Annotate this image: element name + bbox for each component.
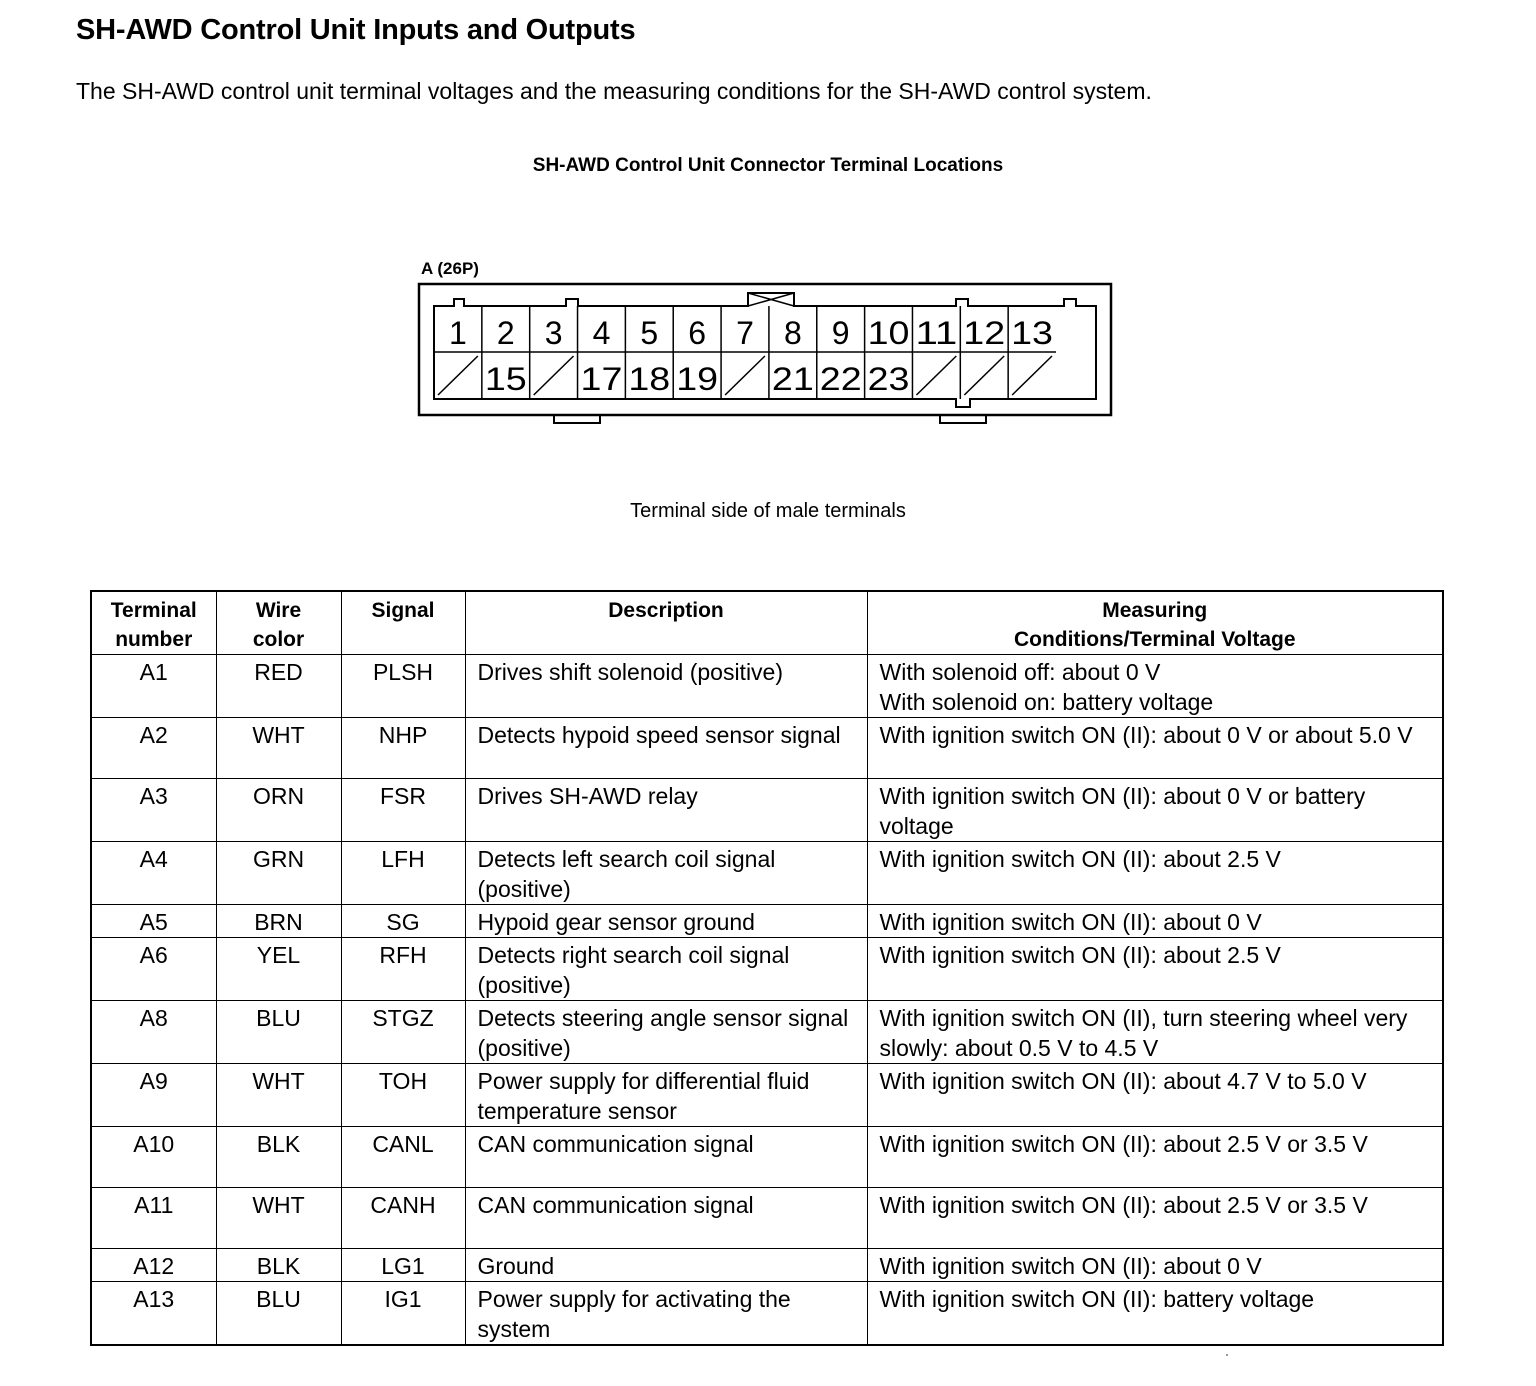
cell-wire-color: WHT — [216, 1064, 341, 1127]
empty-cavity-slash — [534, 356, 574, 395]
cell-signal: LG1 — [341, 1249, 465, 1282]
measuring-line: With ignition switch ON (II), turn steering wheel very slowly: about 0.5 V to 4.5 V — [879, 1005, 1408, 1061]
pin-label: 21 — [771, 361, 814, 397]
pin-label: 18 — [628, 361, 671, 397]
pin-grid — [434, 306, 1056, 399]
cell-description: CAN communication signal — [465, 1188, 867, 1249]
table-row — [91, 842, 1443, 905]
terminal-table — [90, 590, 1444, 1346]
cell-wire-color: WHT — [216, 718, 341, 779]
cell-terminal: A12 — [91, 1249, 216, 1282]
cell-terminal: A6 — [91, 938, 216, 1001]
speck — [1226, 1354, 1228, 1356]
cell-wire-color: GRN — [216, 842, 341, 905]
header-wire-color: Wire color — [216, 591, 341, 655]
measuring-line: With ignition switch ON (II): about 4.7 V to 5.0 V — [879, 1068, 1367, 1094]
cell-signal: NHP — [341, 718, 465, 779]
pin-label: 1 — [449, 315, 467, 351]
cell-measuring — [867, 1188, 1443, 1249]
table-row — [91, 1188, 1443, 1249]
cell-description: Ground — [465, 1249, 867, 1282]
cell-measuring — [867, 1249, 1443, 1282]
cell-terminal: A8 — [91, 1001, 216, 1064]
cell-terminal: A4 — [91, 842, 216, 905]
cell-wire-color: BLK — [216, 1127, 341, 1188]
page-title: SH-AWD Control Unit Inputs and Outputs — [76, 14, 636, 46]
pin-label: 11 — [915, 315, 958, 351]
cell-wire-color: BRN — [216, 905, 341, 938]
cell-description: Detects right search coil signal (positive) — [465, 938, 867, 1001]
table-header-row — [91, 591, 1443, 655]
table-row — [91, 718, 1443, 779]
table-row — [91, 655, 1443, 718]
cell-terminal: A13 — [91, 1282, 216, 1346]
table-row — [91, 1064, 1443, 1127]
measuring-line: With solenoid off: about 0 V — [879, 659, 1161, 685]
cell-measuring — [867, 779, 1443, 842]
header-terminal-number: Terminal number — [91, 591, 216, 655]
cell-wire-color: YEL — [216, 938, 341, 1001]
cell-description: Power supply for differential fluid temperature sensor — [465, 1064, 867, 1127]
empty-cavity-slash — [725, 356, 765, 395]
measuring-line: With ignition switch ON (II): about 0 V — [879, 909, 1262, 935]
cell-wire-color: BLU — [216, 1001, 341, 1064]
empty-cavity-slash — [916, 356, 956, 395]
empty-cavity-slash — [438, 356, 478, 395]
header-measuring: Measuring Conditions/Terminal Voltage — [867, 591, 1443, 655]
cell-wire-color: RED — [216, 655, 341, 718]
table-row — [91, 905, 1443, 938]
cell-signal: IG1 — [341, 1282, 465, 1346]
cell-description: Hypoid gear sensor ground — [465, 905, 867, 938]
cell-description: Detects hypoid speed sensor signal — [465, 718, 867, 779]
cell-measuring — [867, 1282, 1443, 1346]
cell-signal: FSR — [341, 779, 465, 842]
diagram-caption: Terminal side of male terminals — [630, 500, 906, 522]
measuring-line: With ignition switch ON (II): about 2.5 V — [879, 846, 1281, 872]
connector-label: A (26P) — [421, 259, 479, 278]
pin-label: 8 — [783, 315, 802, 351]
table-body — [91, 655, 1443, 1346]
table-row — [91, 1249, 1443, 1282]
cell-wire-color: BLK — [216, 1249, 341, 1282]
cell-measuring — [867, 842, 1443, 905]
pin-label: 13 — [1011, 315, 1053, 351]
cell-measuring — [867, 1001, 1443, 1064]
cell-wire-color: ORN — [216, 779, 341, 842]
measuring-line: With ignition switch ON (II): about 2.5 V or 3.5 V — [879, 1192, 1368, 1218]
measuring-line: With ignition switch ON (II): about 2.5 V or 3.5 V — [879, 1131, 1368, 1157]
cell-description: Drives SH-AWD relay — [465, 779, 867, 842]
cell-signal: CANH — [341, 1188, 465, 1249]
pin-label: 7 — [736, 315, 754, 351]
cell-signal: LFH — [341, 842, 465, 905]
table-row — [91, 1127, 1443, 1188]
table-row — [91, 779, 1443, 842]
cell-description: Power supply for activating the system — [465, 1282, 867, 1346]
cell-terminal: A10 — [91, 1127, 216, 1188]
pin-label: 23 — [867, 361, 910, 397]
cell-signal: STGZ — [341, 1001, 465, 1064]
pin-label: 5 — [640, 315, 659, 351]
cell-description: CAN communication signal — [465, 1127, 867, 1188]
table-row — [91, 1001, 1443, 1064]
pin-label: 10 — [867, 315, 910, 351]
pin-label: 19 — [676, 361, 719, 397]
measuring-line: With solenoid on: battery voltage — [879, 689, 1214, 715]
measuring-line: With ignition switch ON (II): about 0 V or battery voltage — [879, 783, 1366, 839]
cell-description: Detects left search coil signal (positive) — [465, 842, 867, 905]
cell-signal: SG — [341, 905, 465, 938]
table-row — [91, 1282, 1443, 1346]
header-signal: Signal — [341, 591, 465, 655]
cell-description: Detects steering angle sensor signal (positive) — [465, 1001, 867, 1064]
intro-text: The SH-AWD control unit terminal voltages and the measuring conditions for the SH-AWD control system. — [76, 78, 1152, 104]
cell-signal: RFH — [341, 938, 465, 1001]
cell-terminal: A2 — [91, 718, 216, 779]
pin-label: 17 — [580, 361, 623, 397]
pin-label: 4 — [592, 315, 611, 351]
cell-wire-color: BLU — [216, 1282, 341, 1346]
cell-measuring — [867, 655, 1443, 718]
cell-measuring — [867, 718, 1443, 779]
cell-signal: TOH — [341, 1064, 465, 1127]
connector-diagram — [400, 275, 1120, 430]
pin-label: 2 — [496, 315, 515, 351]
empty-cavity-slash — [1012, 356, 1052, 395]
measuring-line: With ignition switch ON (II): battery voltage — [879, 1286, 1315, 1312]
cell-description: Drives shift solenoid (positive) — [465, 655, 867, 718]
cell-terminal: A5 — [91, 905, 216, 938]
cell-measuring — [867, 1064, 1443, 1127]
measuring-line: With ignition switch ON (II): about 2.5 V — [879, 942, 1281, 968]
pin-label: 15 — [484, 361, 527, 397]
pin-label: 12 — [963, 315, 1006, 351]
cell-terminal: A9 — [91, 1064, 216, 1127]
empty-cavity-slash — [964, 356, 1004, 395]
pin-label: 9 — [831, 315, 850, 351]
cell-measuring — [867, 938, 1443, 1001]
pin-label: 22 — [819, 361, 862, 397]
header-description: Description — [465, 591, 867, 655]
table-row — [91, 938, 1443, 1001]
diagram-title: SH-AWD Control Unit Connector Terminal Locations — [532, 155, 1004, 176]
cell-wire-color: WHT — [216, 1188, 341, 1249]
cell-signal: PLSH — [341, 655, 465, 718]
cell-signal: CANL — [341, 1127, 465, 1188]
measuring-line: With ignition switch ON (II): about 0 V or about 5.0 V — [879, 722, 1413, 748]
pin-label: 6 — [688, 315, 707, 351]
cell-measuring — [867, 905, 1443, 938]
cell-terminal: A11 — [91, 1188, 216, 1249]
cell-measuring — [867, 1127, 1443, 1188]
pin-label: 3 — [544, 315, 563, 351]
cell-terminal: A1 — [91, 655, 216, 718]
cell-terminal: A3 — [91, 779, 216, 842]
measuring-line: With ignition switch ON (II): about 0 V — [879, 1253, 1262, 1279]
